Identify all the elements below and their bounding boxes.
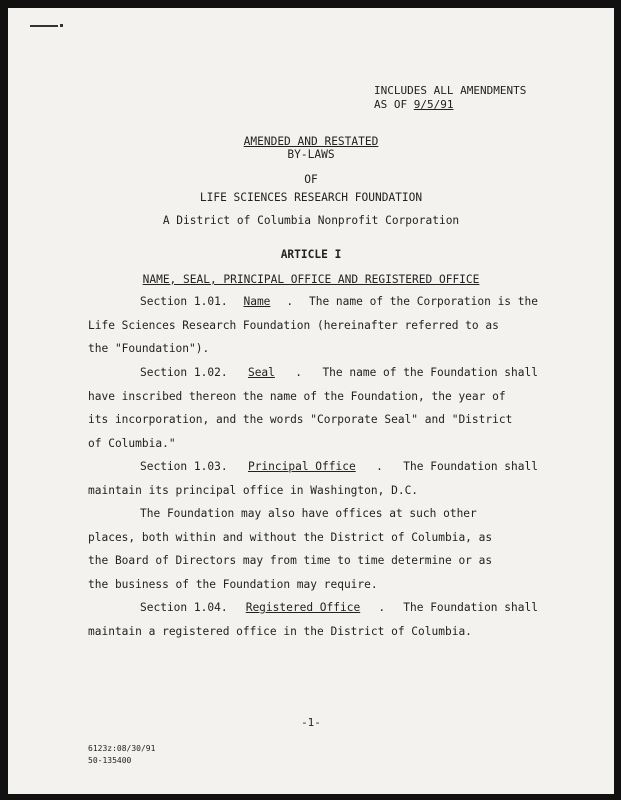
- section-title: Registered Office: [245, 601, 361, 614]
- text-line: Section 1.03. Principal Office . The Foundation shall: [88, 455, 538, 479]
- text-line: the Board of Directors may from time to time determine or as: [88, 554, 493, 567]
- document-page: [8, 8, 614, 794]
- amendments-prefix: AS OF: [374, 98, 408, 111]
- footer-code: 50-135400: [88, 756, 132, 765]
- corporation-type: A District of Columbia Nonprofit Corporation: [162, 214, 460, 227]
- text-line: places, both within and without the District of Columbia, as: [88, 530, 493, 544]
- text-line: Life Sciences Research Foundation (hereinafter referred to as: [88, 318, 499, 332]
- text-line: the business of the Foundation may require.: [88, 577, 378, 591]
- section-number: Section 1.01.: [140, 295, 228, 308]
- text-line: The Foundation may also have offices at such other: [140, 507, 477, 520]
- text-line: have inscribed thereon the name of the Foundation, the year of: [88, 389, 506, 403]
- article-subheading: NAME, SEAL, PRINCIPAL OFFICE AND REGISTERED OFFICE: [142, 273, 480, 286]
- corner-dot: [60, 24, 63, 27]
- section-number: Section 1.04.: [140, 601, 228, 614]
- title-of: OF: [304, 173, 318, 186]
- section-text: The name of the Foundation shall: [322, 366, 538, 379]
- page-number: -1-: [301, 716, 321, 729]
- corner-mark: [30, 25, 58, 27]
- section-1-01: [88, 290, 538, 361]
- section-title: Seal: [247, 366, 275, 379]
- title-bylaws: BY-LAWS: [287, 148, 335, 161]
- title-amended: AMENDED AND RESTATED: [243, 135, 379, 148]
- text-line: of Columbia.": [88, 436, 176, 450]
- footer-code: 6123z:08/30/91: [88, 744, 156, 753]
- text-line: Section 1.04. Registered Office . The Foundation shall: [88, 596, 538, 620]
- section-text: The Foundation shall: [403, 460, 538, 473]
- document-body: [8, 8, 614, 794]
- section-1-03-continued: [88, 502, 538, 596]
- amendments-note: [374, 84, 526, 112]
- footer-codes: [88, 743, 155, 767]
- text-line: its incorporation, and the words "Corporate Seal" and "District: [88, 413, 513, 426]
- amendments-date: 9/5/91: [413, 98, 454, 111]
- organization-name: LIFE SCIENCES RESEARCH FOUNDATION: [199, 191, 423, 204]
- section-title: Name: [243, 295, 271, 308]
- section-1-04: [88, 596, 538, 643]
- text-line: Section 1.01. Name . The name of the Corporation is the: [88, 290, 538, 314]
- section-number: Section 1.02.: [140, 366, 228, 379]
- text-line: maintain a registered office in the District of Columbia.: [88, 624, 472, 638]
- amendments-line: INCLUDES ALL AMENDMENTS: [374, 84, 527, 97]
- amendments-date-line: [374, 98, 526, 112]
- section-text: The name of the Corporation is the: [308, 295, 538, 308]
- section-1-03: [88, 455, 538, 502]
- section-number: Section 1.03.: [140, 460, 228, 473]
- section-1-02: [88, 361, 538, 455]
- text-line: the "Foundation").: [88, 342, 210, 355]
- section-text: The Foundation shall: [403, 601, 538, 614]
- text-line: maintain its principal office in Washington, D.C.: [88, 483, 419, 497]
- text-line: Section 1.02. Seal . The name of the Foundation shall: [88, 361, 538, 385]
- article-heading: ARTICLE I: [280, 248, 342, 261]
- section-title: Principal Office: [247, 460, 356, 473]
